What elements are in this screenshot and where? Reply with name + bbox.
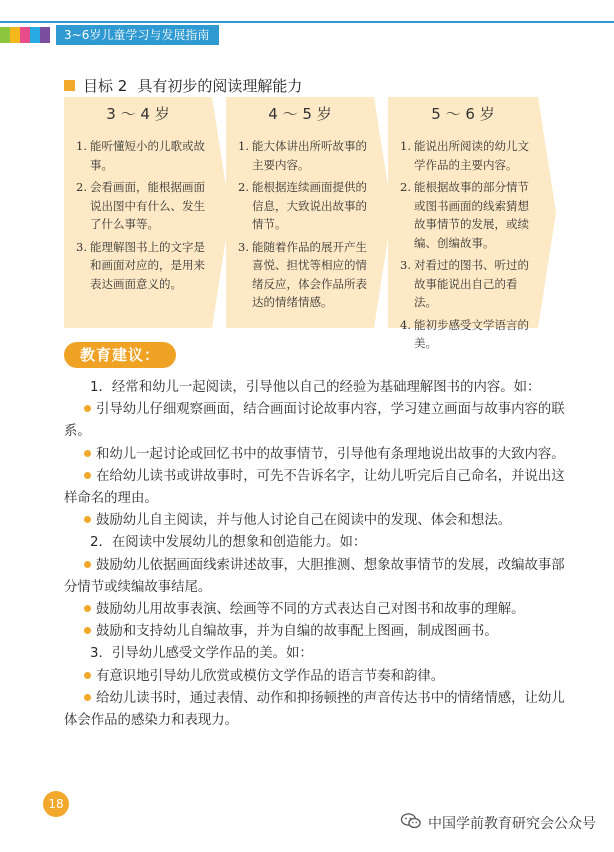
bullet-dot-icon	[84, 672, 91, 679]
bullet-dot-icon	[84, 694, 91, 701]
bullet-text: 引导幼儿仔细观察画面，结合画面讨论故事内容，学习建立画面与故事内容的联系。	[64, 402, 565, 440]
panel-item-list	[76, 137, 208, 297]
bullet-text: 鼓励幼儿自主阅读，并与他人讨论自己在阅读中的发现、体会和想法。	[96, 513, 512, 529]
panel-item	[238, 178, 370, 234]
age-panel-5-6	[388, 97, 556, 350]
panel-item-list	[400, 137, 534, 357]
bullet-text: 鼓励幼儿用故事表演、绘画等不同的方式表达自己对图书和故事的理解。	[96, 602, 525, 618]
advice-bullet	[64, 599, 576, 621]
bullet-text: 给幼儿读书时，通过表情、动作和抑扬顿挫的声音传达书中的情绪情感，让幼儿体会作品的感染力和表现力。	[64, 690, 565, 729]
item-text: 能大体讲出所听故事的主要内容。	[252, 139, 367, 172]
item-text: 能初步感受文学语言的美。	[414, 317, 529, 350]
bullet-dot-icon	[84, 516, 91, 523]
advice-heading: 3．引导幼儿感受文学作品的美。如：	[90, 646, 313, 662]
bullet-text: 鼓励幼儿依据画面线索讲述故事，大胆推测、想象故事情节的发展，改编故事部分情节或续编故事结尾。	[64, 557, 565, 595]
item-number: 3.	[76, 239, 87, 254]
item-text: 能根据故事的部分情节或图书画面的线索猜想故事情节的发展，或续编、创编故事。	[414, 180, 529, 250]
item-text: 能随着作品的展开产生喜悦、担忧等相应的情绪反应，体会作品所表达的情绪情感。	[252, 239, 367, 309]
advice-bullet	[64, 666, 576, 688]
panel-age-title: 4 ～ 5 岁	[268, 105, 332, 123]
advice-bullet	[64, 555, 576, 599]
advice-bullet	[64, 688, 576, 732]
bullet-dot-icon	[84, 627, 91, 634]
swatch	[20, 27, 30, 43]
bullet-dot-icon	[84, 605, 91, 612]
item-text: 能听懂短小的儿歌或故事。	[90, 139, 205, 172]
item-number: 3.	[400, 258, 411, 272]
item-number: 1.	[400, 139, 411, 153]
goal-square-icon	[64, 80, 75, 91]
item-text: 能说出所阅读的幼儿文学作品的主要内容。	[414, 139, 529, 172]
item-number: 2.	[76, 180, 87, 194]
advice-bullet	[64, 399, 576, 443]
panel-item	[238, 137, 370, 174]
age-panel-3-4	[64, 97, 230, 328]
age-panel-4-5	[226, 97, 392, 328]
panel-item	[400, 316, 534, 353]
item-number: 4.	[400, 317, 411, 332]
advice-body	[64, 377, 576, 732]
advice-bullet	[64, 621, 576, 643]
wechat-icon	[400, 812, 422, 834]
bullet-text: 和幼儿一起讨论或回忆书中的故事情节，引导他有条理地说出故事的大致内容。	[96, 446, 565, 462]
panel-item	[238, 238, 370, 312]
header-color-swatches	[0, 27, 50, 43]
panel-item	[76, 178, 208, 234]
panel-item	[76, 238, 208, 294]
panel-item	[400, 178, 534, 252]
advice-bullet	[64, 510, 576, 532]
watermark	[400, 812, 596, 834]
bullet-dot-icon	[84, 405, 91, 412]
advice-bullet	[64, 466, 576, 510]
panel-item-list	[238, 137, 370, 316]
advice-bullet	[64, 444, 576, 466]
header-line	[0, 21, 614, 23]
item-number: 2.	[400, 180, 411, 194]
advice-heading: 2．在阅读中发展幼儿的想象和创造能力。如：	[90, 535, 367, 551]
bullet-text: 有意识地引导幼儿欣赏或模仿文学作品的语言节奏和韵律。	[96, 668, 445, 684]
swatch	[30, 27, 40, 43]
bullet-text: 鼓励和支持幼儿自编故事，并为自编的故事配上图画，制成图画书。	[96, 624, 498, 640]
item-text: 对看过的图书、听过的故事能说出自己的看法。	[414, 258, 529, 309]
item-text: 能理解图书上的文字是和画面对应的，是用来表达画面意义的。	[90, 239, 205, 291]
swatch	[40, 27, 50, 43]
advice-label-badge: 教育建议：	[64, 342, 176, 368]
page-number: 18	[43, 791, 69, 817]
item-number: 1.	[238, 139, 249, 153]
swatch	[0, 27, 10, 43]
swatch	[10, 27, 20, 43]
bullet-text: 在给幼儿读书或讲故事时，可先不告诉名字，让幼儿听完后自己命名，并说出这样命名的理由。	[64, 468, 565, 507]
panel-item	[400, 256, 534, 312]
panel-age-title: 3 ～ 4 岁	[106, 105, 170, 123]
panel-item	[76, 137, 208, 174]
advice-heading: 1．经常和幼儿一起阅读，引导他以自己的经验为基础理解图书的内容。如：	[90, 380, 541, 395]
bullet-dot-icon	[84, 561, 91, 568]
goal-text: 具有初步的阅读理解能力	[137, 77, 303, 95]
header-title: 3~6岁儿童学习与发展指南	[56, 25, 219, 45]
item-number: 2.	[238, 180, 249, 194]
watermark-text: 中国学前教育研究会公众号	[428, 816, 596, 832]
item-number: 3.	[238, 239, 249, 254]
goal-heading	[64, 75, 302, 96]
panel-age-title: 5 ～ 6 岁	[431, 105, 495, 123]
bullet-dot-icon	[84, 472, 91, 479]
item-number: 1.	[76, 139, 87, 153]
panel-item	[400, 137, 534, 174]
bullet-dot-icon	[84, 450, 91, 457]
item-text: 会看画面，能根据画面说出图中有什么、发生了什么事等。	[90, 180, 205, 231]
goal-number: 目标 2	[83, 77, 128, 95]
item-text: 能根据连续画面提供的信息，大致说出故事的情节。	[252, 180, 367, 231]
